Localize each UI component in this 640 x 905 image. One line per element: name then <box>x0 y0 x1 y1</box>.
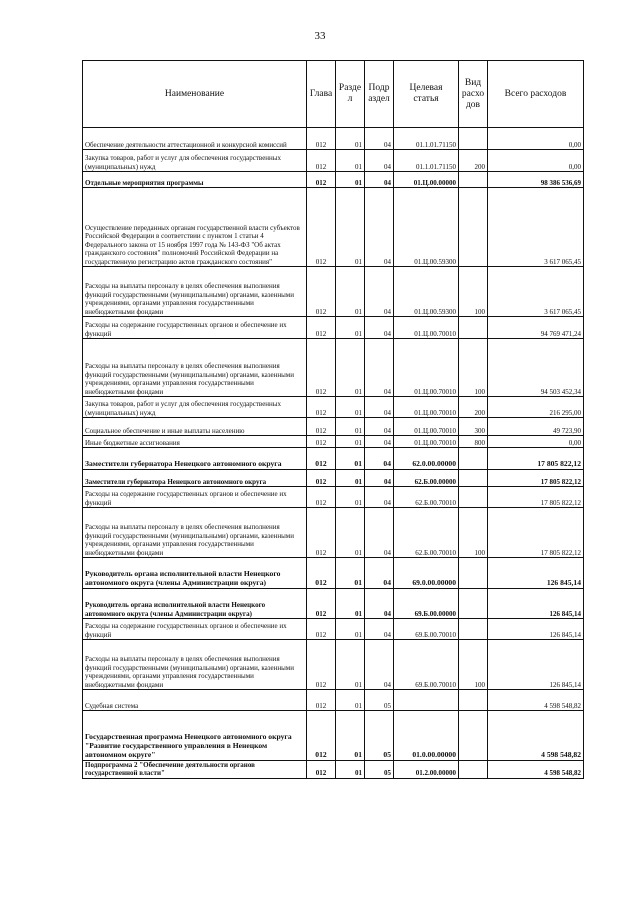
row-chapter: 012 <box>307 487 336 508</box>
table-row <box>83 470 584 487</box>
row-total: 4 598 548,82 <box>488 761 584 779</box>
row-name: Расходы на содержание государственных органов и обеспечение их функций <box>83 487 307 508</box>
row-section: 01 <box>336 558 365 589</box>
row-type <box>459 128 488 150</box>
row-chapter: 012 <box>307 418 336 436</box>
row-section: 01 <box>336 589 365 619</box>
row-chapter: 012 <box>307 761 336 779</box>
row-chapter: 012 <box>307 589 336 619</box>
table-row <box>83 448 584 470</box>
row-subsection: 04 <box>365 317 394 339</box>
row-name: Расходы на содержание государственных органов и обеспечение их функций <box>83 317 307 339</box>
row-section: 01 <box>336 188 365 267</box>
row-name: Государственная программа Ненецкого автономного округа "Развитие государственного управления в Ненецком автономном округе" <box>83 711 307 761</box>
row-chapter: 012 <box>307 558 336 589</box>
table-row <box>83 711 584 761</box>
row-type: 800 <box>459 436 488 448</box>
row-total: 17 805 822,12 <box>488 470 584 487</box>
row-total: 94 503 452,34 <box>488 339 584 397</box>
row-target: 69.Б.00.70010 <box>394 640 459 690</box>
table-row <box>83 418 584 436</box>
table-row <box>83 150 584 172</box>
row-chapter: 012 <box>307 508 336 558</box>
row-subsection: 04 <box>365 487 394 508</box>
row-target: 01.Ц.00.70010 <box>394 397 459 418</box>
table-row <box>83 172 584 188</box>
row-name: Подпрограмма 2 "Обеспечение деятельности органов государственной власти" <box>83 761 307 779</box>
header-target: Целевая статья <box>394 61 459 128</box>
row-name: Отдельные мероприятия программы <box>83 172 307 188</box>
header-name: Наименование <box>83 61 307 128</box>
row-type <box>459 470 488 487</box>
row-section: 01 <box>336 711 365 761</box>
row-total: 94 769 471,24 <box>488 317 584 339</box>
row-subsection: 04 <box>365 128 394 150</box>
row-target: 69.Б.00.00000 <box>394 589 459 619</box>
header-subsection: Подр аздел <box>365 61 394 128</box>
row-section: 01 <box>336 640 365 690</box>
row-target: 01.Ц.00.59300 <box>394 267 459 317</box>
row-chapter: 012 <box>307 470 336 487</box>
row-total: 216 295,00 <box>488 397 584 418</box>
row-type: 200 <box>459 150 488 172</box>
row-chapter: 012 <box>307 317 336 339</box>
row-subsection: 04 <box>365 640 394 690</box>
row-chapter: 012 <box>307 448 336 470</box>
row-target: 01.Ц.00.00000 <box>394 172 459 188</box>
row-type: 100 <box>459 339 488 397</box>
row-subsection: 04 <box>365 397 394 418</box>
row-name: Социальное обеспечение и иные выплаты населению <box>83 418 307 436</box>
row-name: Судебная система <box>83 690 307 711</box>
row-type <box>459 619 488 640</box>
row-target: 01.Ц.00.70010 <box>394 317 459 339</box>
table-row <box>83 397 584 418</box>
row-target: 62.0.00.00000 <box>394 448 459 470</box>
row-subsection: 04 <box>365 558 394 589</box>
row-section: 01 <box>336 397 365 418</box>
row-section: 01 <box>336 436 365 448</box>
row-total: 0,00 <box>488 436 584 448</box>
table-row <box>83 761 584 779</box>
row-chapter: 012 <box>307 640 336 690</box>
row-type: 100 <box>459 267 488 317</box>
header-type: Вид расхо дов <box>459 61 488 128</box>
row-total: 49 723,90 <box>488 418 584 436</box>
row-chapter: 012 <box>307 711 336 761</box>
row-type <box>459 172 488 188</box>
row-type <box>459 690 488 711</box>
row-section: 01 <box>336 470 365 487</box>
row-section: 01 <box>336 267 365 317</box>
row-subsection: 04 <box>365 339 394 397</box>
row-type: 200 <box>459 397 488 418</box>
header-total: Всего расходов <box>488 61 584 128</box>
table-row <box>83 188 584 267</box>
table-row <box>83 589 584 619</box>
row-target: 01.2.00.00000 <box>394 761 459 779</box>
row-total: 17 805 822,12 <box>488 508 584 558</box>
row-total: 4 598 548,82 <box>488 711 584 761</box>
row-chapter: 012 <box>307 128 336 150</box>
row-name: Осуществление переданных органам государственной власти субъектов Российской Федерации в соответствии с пунктом 1 статьи 4 Федерального закона от 15 ноября 1997 года № 143-ФЗ "Об актах гражданского состояния" полномочий Российской Федерации на государственную регистрацию актов гражданского состояния" <box>83 188 307 267</box>
row-total: 3 617 065,45 <box>488 188 584 267</box>
row-subsection: 04 <box>365 267 394 317</box>
row-target: 62.Б.00.00000 <box>394 470 459 487</box>
header-chapter: Глава <box>307 61 336 128</box>
row-type <box>459 188 488 267</box>
row-section: 01 <box>336 150 365 172</box>
row-subsection: 04 <box>365 470 394 487</box>
row-subsection: 05 <box>365 761 394 779</box>
row-section: 01 <box>336 487 365 508</box>
row-total: 98 386 536,69 <box>488 172 584 188</box>
row-total: 0,00 <box>488 150 584 172</box>
row-section: 01 <box>336 619 365 640</box>
row-target <box>394 690 459 711</box>
row-name: Расходы на выплаты персоналу в целях обеспечения выполнения функций государственными (муниципальными) органами, казенными учреждениями, органами управления государственными внебюджетными фондами <box>83 508 307 558</box>
row-subsection: 05 <box>365 690 394 711</box>
table-row <box>83 128 584 150</box>
table-row <box>83 619 584 640</box>
budget-table <box>82 60 584 779</box>
table-row <box>83 690 584 711</box>
row-total: 126 845,14 <box>488 619 584 640</box>
row-subsection: 04 <box>365 188 394 267</box>
table-row <box>83 508 584 558</box>
table-row <box>83 558 584 589</box>
row-target: 01.0.00.00000 <box>394 711 459 761</box>
row-subsection: 04 <box>365 448 394 470</box>
table-row <box>83 436 584 448</box>
row-total: 17 805 822,12 <box>488 448 584 470</box>
row-target: 01.1.01.71150 <box>394 128 459 150</box>
row-name: Руководитель органа исполнительной власти Ненецкого автономного округа (члены Администрации округа) <box>83 589 307 619</box>
row-target: 62.Б.00.70010 <box>394 487 459 508</box>
row-total: 4 598 548,82 <box>488 690 584 711</box>
row-chapter: 012 <box>307 619 336 640</box>
row-type <box>459 761 488 779</box>
row-section: 01 <box>336 128 365 150</box>
row-name: Заместители губернатора Ненецкого автономного округа <box>83 470 307 487</box>
table-row <box>83 640 584 690</box>
row-subsection: 04 <box>365 150 394 172</box>
row-total: 126 845,14 <box>488 640 584 690</box>
row-section: 01 <box>336 317 365 339</box>
row-subsection: 04 <box>365 436 394 448</box>
row-target: 01.Ц.00.59300 <box>394 188 459 267</box>
row-total: 3 617 065,45 <box>488 267 584 317</box>
row-section: 01 <box>336 448 365 470</box>
row-section: 01 <box>336 339 365 397</box>
row-section: 01 <box>336 418 365 436</box>
row-type <box>459 448 488 470</box>
table-row <box>83 267 584 317</box>
row-total: 126 845,14 <box>488 558 584 589</box>
row-type <box>459 317 488 339</box>
row-name: Расходы на содержание государственных органов и обеспечение их функций <box>83 619 307 640</box>
row-target: 69.Б.00.70010 <box>394 619 459 640</box>
row-total: 17 805 822,12 <box>488 487 584 508</box>
row-type <box>459 711 488 761</box>
row-type: 100 <box>459 640 488 690</box>
row-section: 01 <box>336 172 365 188</box>
row-target: 01.Ц.00.70010 <box>394 418 459 436</box>
row-chapter: 012 <box>307 397 336 418</box>
row-subsection: 04 <box>365 619 394 640</box>
row-target: 01.Ц.00.70010 <box>394 436 459 448</box>
row-name: Иные бюджетные ассигнования <box>83 436 307 448</box>
row-type: 100 <box>459 508 488 558</box>
row-name: Обеспечение деятельности аттестационной и конкурсной комиссий <box>83 128 307 150</box>
row-section: 01 <box>336 508 365 558</box>
row-name: Закупка товаров, работ и услуг для обеспечения государственных (муниципальных) нужд <box>83 397 307 418</box>
row-subsection: 04 <box>365 589 394 619</box>
row-chapter: 012 <box>307 188 336 267</box>
table-row <box>83 339 584 397</box>
row-type <box>459 487 488 508</box>
header-row <box>83 61 584 128</box>
row-section: 01 <box>336 761 365 779</box>
row-target: 62.Б.00.70010 <box>394 508 459 558</box>
row-section: 01 <box>336 690 365 711</box>
row-name: Расходы на выплаты персоналу в целях обеспечения выполнения функций государственными (муниципальными) органами, казенными учреждениями, органами управления государственными внебюджетными фондами <box>83 640 307 690</box>
row-type <box>459 589 488 619</box>
row-chapter: 012 <box>307 690 336 711</box>
row-total: 0,00 <box>488 128 584 150</box>
header-section: Разде л <box>336 61 365 128</box>
row-name: Руководитель органа исполнительной власти Ненецкого автономного округа (члены Администрации округа) <box>83 558 307 589</box>
row-subsection: 04 <box>365 172 394 188</box>
row-name: Расходы на выплаты персоналу в целях обеспечения выполнения функций государственными (муниципальными) органами, казенными учреждениями, органами управления государственными внебюджетными фондами <box>83 339 307 397</box>
row-chapter: 012 <box>307 436 336 448</box>
page-number: 33 <box>314 30 326 42</box>
row-target: 01.Ц.00.70010 <box>394 339 459 397</box>
row-chapter: 012 <box>307 339 336 397</box>
table-body <box>83 128 584 779</box>
row-target: 69.0.00.00000 <box>394 558 459 589</box>
row-chapter: 012 <box>307 150 336 172</box>
row-chapter: 012 <box>307 172 336 188</box>
row-type: 300 <box>459 418 488 436</box>
row-subsection: 04 <box>365 418 394 436</box>
row-name: Закупка товаров, работ и услуг для обеспечения государственных (муниципальных) нужд <box>83 150 307 172</box>
row-chapter: 012 <box>307 267 336 317</box>
row-type <box>459 558 488 589</box>
row-subsection: 04 <box>365 508 394 558</box>
row-name: Заместители губернатора Ненецкого автономного округа <box>83 448 307 470</box>
row-total: 126 845,14 <box>488 589 584 619</box>
row-target: 01.1.01.71150 <box>394 150 459 172</box>
row-subsection: 05 <box>365 711 394 761</box>
row-name: Расходы на выплаты персоналу в целях обеспечения выполнения функций государственными (муниципальными) органами, казенными учреждениями, органами управления государственными внебюджетными фондами <box>83 267 307 317</box>
table-row <box>83 317 584 339</box>
table-row <box>83 487 584 508</box>
